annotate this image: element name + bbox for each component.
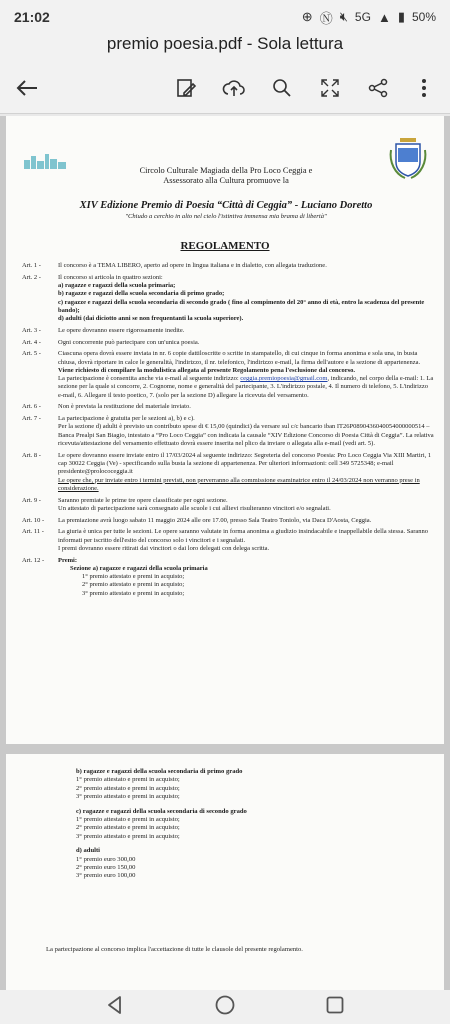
prize-item: 3° premio attestato e premi in acquisto; (82, 589, 185, 597)
pdf-page-1 (6, 116, 444, 744)
article-text (58, 375, 434, 400)
motto: "Chiudo a cerchio in alto nel cielo l'istintiva immensa mia brama di libertà" (125, 213, 327, 220)
prize-item: 1° premio attestato e premi in acquisto; (76, 776, 180, 784)
location-icon: ⊕ (301, 9, 313, 24)
network-label: 5G (354, 10, 371, 24)
article-number: Art. 4 - (22, 338, 41, 346)
article-4 (22, 339, 434, 347)
article-number: Art. 9 - (22, 496, 41, 504)
search-icon[interactable] (267, 73, 297, 103)
article-12 (22, 557, 434, 598)
article-text: Ogni concorrente può partecipare con un'unica poesia. (58, 338, 200, 346)
article-number: Art. 5 - (22, 350, 41, 358)
prize-item: 3° premio euro 100,00 (76, 872, 136, 880)
article-3 (22, 327, 434, 335)
prize-item: 2° premio euro 150,00 (76, 864, 136, 872)
article-text: Per la sezione d) adulti è previsto un contributo spese di € 15,00 (quindici) da versare sul c/c bancario iban IT26P0890436040054000000514 – Banca Prealpi San Biagio, intestato a “Pro Loco Ceggia” con indicata la causale “XIV Edizione Concorso di Poesia Città di Ceggia”. La relativa ricevuta/attestazione del versamento effettuato dovrà essere inserita nel plico da inviare o allegata alla e-mail (vedi art. 5). (58, 423, 434, 447)
article-text: a) ragazze e ragazzi della scuola primaria; (58, 281, 176, 289)
article-number: Art. 10 - (22, 516, 45, 524)
status-bar (0, 0, 450, 34)
article-9 (22, 497, 434, 514)
article-text-part: , indicando, nel corpo della e-mail: 1. La sezione per la quale si concorre, 2. Cognome, nome e generalità del partecipante, 3. L'indirizzo postale, 4. Il numero di telefono, 5. L'indirizzo e-mail, 6. Allegare il testo poetico, 7. (solo per la sezione D) allegare la ricevuta del versamento. (58, 375, 434, 399)
article-number: Art. 2 - (22, 273, 41, 281)
article-text: Il concorso è a TEMA LIBERO, aperto ad opere in lingua italiana e in dialetto, con allegata traduzione. (58, 262, 327, 269)
nav-recents-icon[interactable] (324, 994, 346, 1021)
article-text: Le opere dovranno essere inviate entro il 17/03/2024 al seguente indirizzo: Segreteria del concorso Poesia: Pro Loco Ceggia Via XIII Martiri, 1 cap 30022 Ceggia (Ve) - specificando sulla busta la sezione di appartenenza. Per ulteriori informazioni: cell 349 5725348; e-mail presidente@prolococeggia.it (58, 451, 432, 476)
share-icon[interactable] (363, 73, 393, 103)
article-text: La premiazione avrà luogo sabato 11 maggio 2024 alle ore 17.00, presso Sala Teatro Toniolo, via Daca D'Aosta, Ceggia. (58, 516, 372, 524)
article-text: Un attestato di partecipazione sarà consegnato alle scuole i cui allievi risulteranno vincitori e/o segnalati. (58, 504, 331, 512)
pro-loco-logo-icon (22, 152, 68, 170)
battery-icon: ▮ (397, 9, 405, 24)
organizer-header (76, 166, 376, 186)
article-text: Le opere dovranno essere rigorosamente inedite. (58, 326, 185, 334)
article-text: Saranno premiate le prime tre opere classificate per ogni sezione. (58, 496, 228, 504)
nfc-icon: Ⓝ (319, 10, 333, 26)
prize-item: 1° premio attestato e premi in acquisto; (82, 573, 185, 581)
article-number: Art. 3 - (22, 326, 41, 334)
back-arrow-icon[interactable] (12, 73, 41, 103)
edit-icon[interactable] (171, 73, 201, 103)
article-7 (22, 415, 434, 448)
nav-back-icon[interactable] (104, 994, 126, 1021)
cloud-upload-icon[interactable] (219, 73, 249, 103)
prize-item: 1° premio euro 300,00 (76, 855, 136, 863)
signal-icon: ▲ (377, 9, 391, 25)
article-number: Art. 11 - (22, 528, 44, 536)
article-text: Premi: (58, 556, 78, 564)
prize-item: 3° premio attestato e premi in acquisto; (76, 793, 180, 801)
header-line-2: Assessorato alla Cultura promuove la (163, 176, 289, 185)
article-text-part: La partecipazione è consentita anche via e-mail al seguente indirizzo: (58, 375, 239, 383)
article-1 (22, 262, 434, 270)
header-line-1: Circolo Culturale Magiada della Pro Loco Ceggia e (139, 166, 313, 175)
article-text: Non è prevista la restituzione del materiale inviato. (58, 403, 191, 411)
prize-section-title: c) ragazze e ragazzi della scuola secondaria di secondo grado (76, 807, 247, 815)
prize-section-a (58, 565, 434, 598)
article-text: c) ragazze e ragazzi della scuola secondaria di secondo grado ( fino al compimento del 20° anno di età, entro la scadenza del presente bando); (58, 298, 425, 314)
prize-section-d (76, 847, 416, 881)
article-6 (22, 403, 434, 411)
prize-section-title: b) ragazze e ragazzi della scuola secondaria di primo grado (76, 768, 243, 775)
prize-item: 2° premio attestato e premi in acquisto; (76, 824, 180, 832)
article-text: Ciascuna opera dovrà essere inviata in nr. 6 copie dattiloscritte o scritte in stampatello, di cui cinque in forma anonima e sola una, in busta chiusa, dovrà riportare in calce le generalità, l'indirizzo, il nr. telefonico, l'indirizzo e-mail, la firma dell'autore e la sezione di appartenenza. (58, 350, 421, 366)
article-text: b) ragazze e ragazzi della scuola secondaria di primo grado; (58, 290, 225, 298)
prize-section-title: Sezione a) ragazze e ragazzi della scuola primaria (70, 564, 208, 572)
battery-level: 50% (411, 10, 436, 24)
article-text: Viene richiesto di compilare la modulistica allegata al presente Regolamento pena l'esclusione dal concorso. (58, 366, 356, 374)
status-time: 21:02 (14, 9, 50, 25)
prize-sections-continued (46, 768, 416, 953)
article-number: Art. 8 - (22, 451, 41, 459)
more-vertical-icon[interactable] (409, 73, 438, 103)
pdf-page-2 (6, 754, 444, 990)
article-number: Art. 1 - (22, 262, 41, 269)
prize-item: 2° premio attestato e premi in acquisto; (76, 784, 180, 792)
article-number: Art. 7 - (22, 415, 41, 423)
regolamento-heading: REGOLAMENTO (180, 240, 270, 252)
prize-section-c (76, 808, 416, 842)
prize-item: 2° premio attestato e premi in acquisto; (82, 581, 185, 589)
article-5 (22, 350, 434, 400)
prize-item: 1° premio attestato e premi in acquisto; (76, 816, 180, 824)
final-note: La partecipazione al concorso implica l'accettazione di tutte le clausole del presente regolamento. (46, 946, 303, 953)
article-text: Le opere che, pur inviate entro i termini previsti, non perverranno alla commissione esaminatrice entro il 24/03/2024 non verranno prese in considerazione. (58, 476, 420, 492)
system-nav-bar (0, 990, 450, 1024)
article-text: La giuria è unica per tutte le sezioni. Le opere saranno valutate in forma anonima a giudizio insindacabile e inappellabile della stessa. Saranno informati per iscritto dell'esito del concorso solo i vincitori e i segnalati. (58, 528, 428, 544)
article-text: La partecipazione è gratuita per le sezioni a), b) e c). (58, 415, 195, 423)
article-2 (22, 274, 434, 324)
article-10 (22, 517, 434, 525)
article-11 (22, 528, 434, 553)
fullscreen-icon[interactable] (315, 73, 345, 103)
article-number: Art. 6 - (22, 403, 41, 411)
article-8 (22, 452, 434, 493)
prize-section-title: d) adulti (76, 847, 101, 855)
article-text: Il concorso si articola in quattro sezioni: (58, 273, 163, 281)
article-text: d) adulti (dai diciotto anni se non frequentanti la scuola superiore). (58, 315, 244, 323)
pdf-viewport[interactable] (0, 116, 450, 990)
edition-title: XIV Edizione Premio di Poesia “Città di Ceggia” - Luciano Doretto (79, 200, 373, 211)
prize-item: 3° premio attestato e premi in acquisto; (76, 832, 180, 840)
article-text: I premi dovranno essere ritirati dai vincitori o dai loro delegati con delega scritta. (58, 544, 270, 552)
prize-section-b (76, 768, 416, 802)
articles-list (22, 262, 434, 601)
nav-home-icon[interactable] (214, 994, 236, 1021)
article-number: Art. 12 - (22, 556, 45, 564)
document-title: premio poesia.pdf - Sola lettura (0, 34, 450, 62)
ceggia-coat-of-arms-icon (388, 136, 428, 182)
email-link[interactable]: ceggia.premiopoesia@gmail.com (240, 375, 328, 383)
toolbar (0, 62, 450, 114)
mute-icon: 🔇︎ (339, 9, 348, 24)
